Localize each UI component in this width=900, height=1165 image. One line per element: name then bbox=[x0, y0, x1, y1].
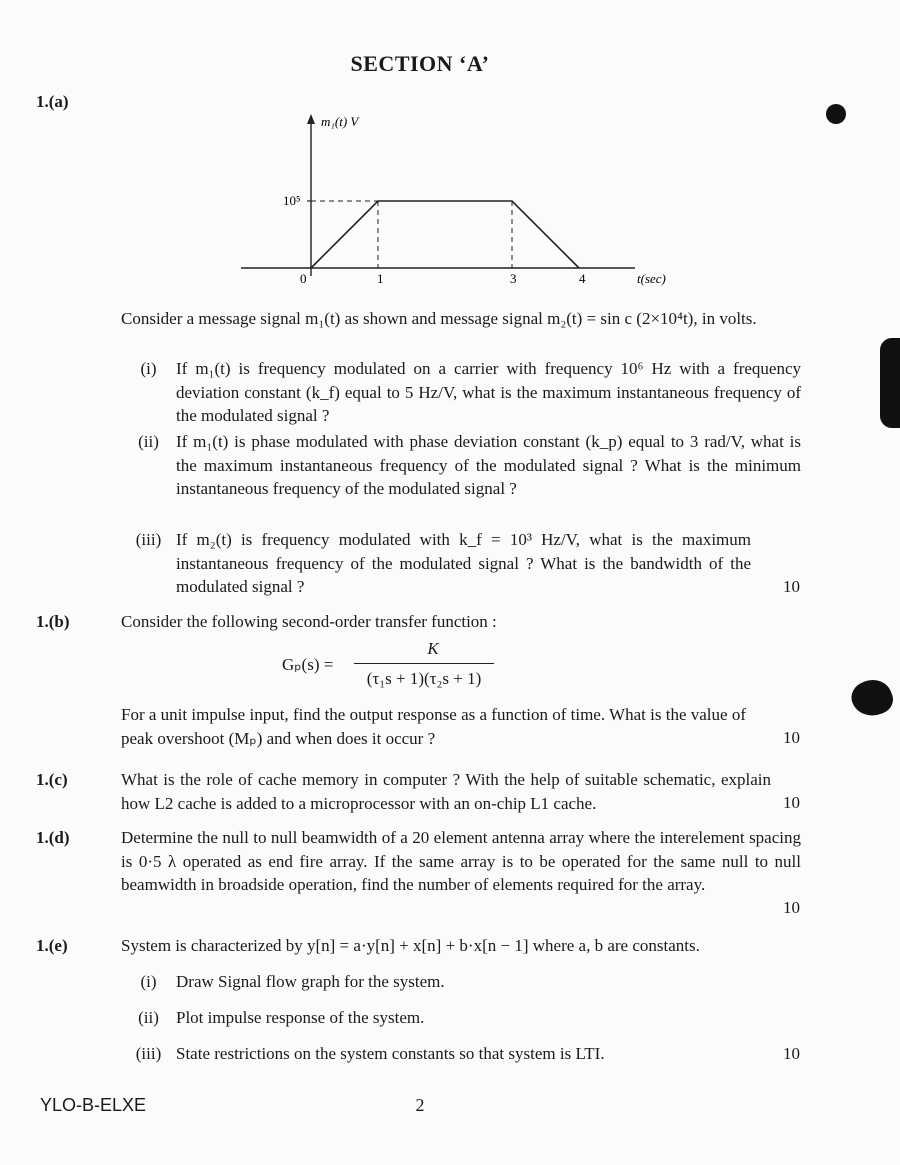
marks: 10 bbox=[783, 577, 800, 596]
signal-graph bbox=[235, 108, 695, 290]
q1b-intro: Consider the following second-order transfer function : bbox=[121, 612, 497, 631]
q1a-part-ii bbox=[121, 430, 801, 501]
x-tick-label: 3 bbox=[510, 271, 517, 286]
page-number: 2 bbox=[415, 1095, 425, 1115]
scan-edge-mark bbox=[880, 338, 900, 428]
transfer-function bbox=[282, 637, 502, 692]
part-number: (iii) bbox=[135, 1044, 162, 1063]
q1e-intro: System is characterized by y[n] = a·y[n] + x[n] + b·x[n − 1] where a, b are constants. bbox=[121, 936, 700, 955]
y-axis-label: m₁(t) V bbox=[321, 114, 359, 129]
y-axis-arrow-icon bbox=[307, 114, 315, 124]
question-number-1c: 1.(c) bbox=[36, 770, 68, 789]
part-number: (i) bbox=[140, 972, 157, 991]
part-text: If m₁(t) is phase modulated with phase deviation constant (k_p) equal to 3 rad/V, what is the maximum instantaneous frequency of the modulated signal ? What is the minimum instantaneous frequency of the modulated signal ? bbox=[176, 432, 801, 498]
q1e-part-ii bbox=[121, 1006, 801, 1030]
marks: 10 bbox=[783, 1044, 800, 1063]
part-text: Plot impulse response of the system. bbox=[176, 1008, 425, 1027]
q1a-part-i bbox=[121, 357, 801, 428]
paper-code: YLO-B-ELXE bbox=[40, 1095, 147, 1115]
x-tick-label: 4 bbox=[579, 271, 586, 286]
ink-blot-mark bbox=[847, 674, 897, 722]
part-text: Draw Signal flow graph for the system. bbox=[176, 972, 445, 991]
marks: 10 bbox=[783, 793, 800, 812]
part-text: If m₁(t) is frequency modulated on a carrier with frequency 10⁶ Hz with a frequency deviation constant (k_f) equal to 5 Hz/V, what is the maximum instantaneous frequency of the modulated signal ? bbox=[176, 359, 801, 425]
q1a-intro: Consider a message signal m₁(t) as shown and message signal m₂(t) = sin c (2×10⁴t), in volts. bbox=[121, 309, 757, 328]
q1e-part-i bbox=[121, 970, 801, 994]
part-number: (iii) bbox=[135, 530, 162, 549]
tf-lhs: Gₚ(s) = bbox=[282, 655, 334, 674]
question-number-1b: 1.(b) bbox=[36, 612, 70, 631]
q1c-body: What is the role of cache memory in computer ? With the help of suitable schematic, explain how L2 cache is added to a microprocessor with an on-chip L1 cache. bbox=[121, 770, 771, 813]
tf-denominator: (τ₁s + 1)(τ₂s + 1) bbox=[366, 669, 482, 688]
signal-line bbox=[311, 201, 579, 268]
part-number: (ii) bbox=[138, 1008, 159, 1027]
marks: 10 bbox=[783, 728, 800, 747]
question-number-1e: 1.(e) bbox=[36, 936, 68, 955]
tf-numerator: K bbox=[427, 639, 439, 658]
x-axis-label: t(sec) bbox=[637, 271, 666, 286]
q1b-body: For a unit impulse input, find the output response as a function of time. What is the value of peak overshoot (Mₚ) and when does it occur ? bbox=[121, 705, 746, 748]
q1e-part-iii bbox=[121, 1042, 801, 1066]
marks: 10 bbox=[783, 898, 800, 917]
part-number: (ii) bbox=[138, 432, 159, 451]
question-number-1d: 1.(d) bbox=[36, 828, 70, 847]
part-text: If m₂(t) is frequency modulated with k_f = 10³ Hz/V, what is the maximum instantaneous frequency of the modulated signal ? What is the bandwidth of the modulated signal ? bbox=[176, 530, 751, 596]
q1a-part-iii bbox=[121, 528, 801, 599]
section-title: SECTION ‘A’ bbox=[350, 51, 490, 76]
fraction-bar bbox=[354, 663, 494, 664]
x-tick-label: 0 bbox=[300, 271, 307, 286]
part-number: (i) bbox=[140, 359, 157, 378]
punch-hole-mark bbox=[826, 104, 846, 124]
y-tick-label: 10⁵ bbox=[283, 193, 301, 208]
x-tick-label: 1 bbox=[377, 271, 384, 286]
part-text: State restrictions on the system constants so that system is LTI. bbox=[176, 1044, 605, 1063]
q1d-body: Determine the null to null beamwidth of a 20 element antenna array where the interelement spacing is 0·5 λ operated as end fire array. If the same array is to be operated for the same null to null beamwidth in broadside operation, find the number of elements required for the array. bbox=[121, 828, 801, 894]
question-number-1a: 1.(a) bbox=[36, 92, 69, 111]
